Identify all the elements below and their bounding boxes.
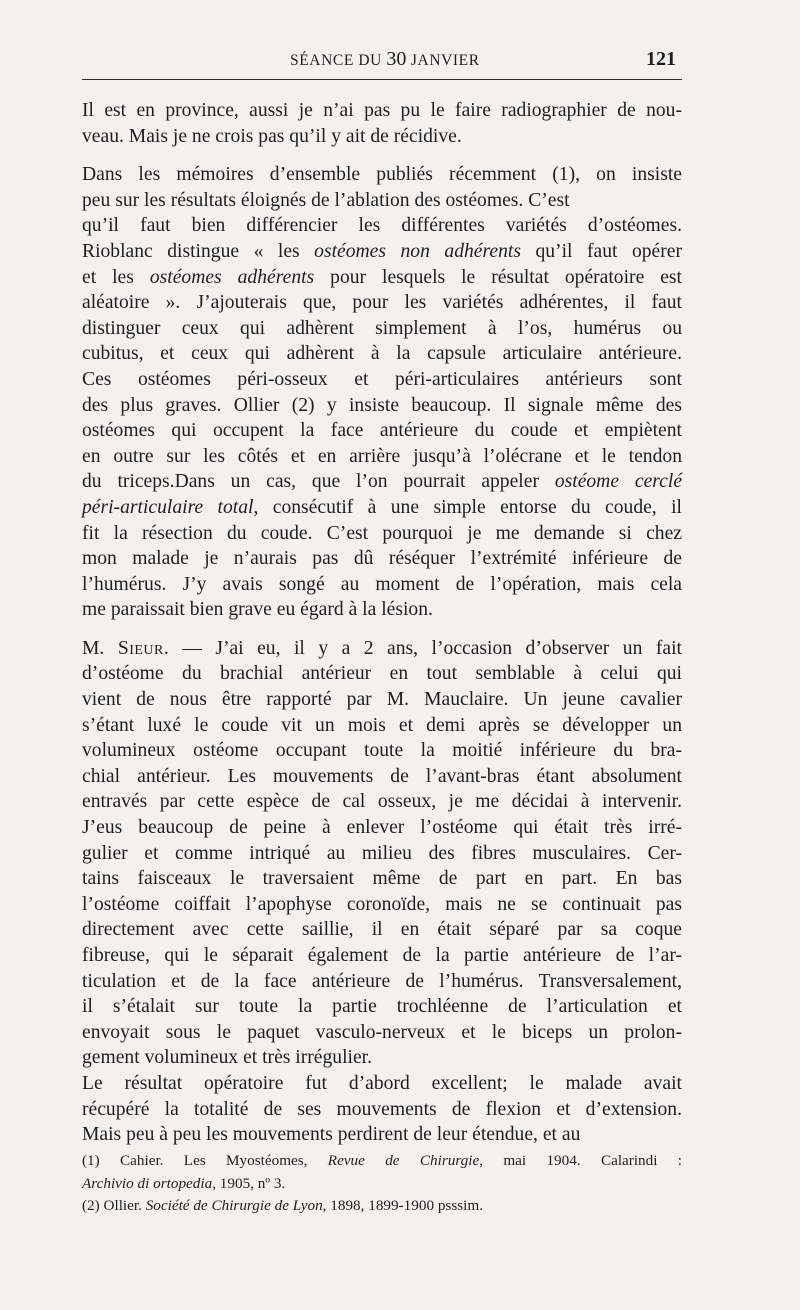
footnote-line: (1) Cahier. Les Myostéomes, Revue de Chirurgie, mai 1904. Calarindi :	[82, 1152, 683, 1169]
running-title-post: JANVIER	[406, 52, 480, 69]
text-line: J’eus beaucoup de peine à enlever l’ostéome qui était très irré-	[82, 817, 682, 839]
paragraph	[82, 636, 682, 1148]
text-line: entravés par cette espèce de cal osseux, je me décidai à intervenir.	[82, 791, 682, 813]
paragraph	[82, 98, 682, 149]
paragraph	[82, 162, 682, 623]
text-line: et les ostéomes adhérents pour lesquels le résultat opératoire est	[82, 266, 682, 288]
text-line: ostéomes qui occupent la face antérieure du coude et empiètent	[82, 420, 682, 442]
footnotes	[82, 1150, 682, 1218]
running-head	[0, 48, 800, 76]
text-line: récupéré la totalité de ses mouvements de flexion et d’extension.	[82, 1098, 682, 1120]
text-line: l’ostéome coiffait l’apophyse coronoïde, mais ne se continuait pas	[82, 893, 682, 915]
text-line: Rioblanc distingue « les ostéomes non adhérents qu’il faut opérer	[82, 240, 682, 262]
header-rule	[82, 79, 682, 80]
text-line: M. Sieur. — J’ai eu, il y a 2 ans, l’occasion d’observer un fait	[82, 637, 682, 659]
body-text	[82, 98, 682, 1148]
text-line: tains faisceaux le traversaient même de part en part. En bas	[82, 868, 682, 890]
running-title-day: 30	[386, 48, 407, 70]
text-line: Le résultat opératoire fut d’abord excellent; le malade avait	[82, 1072, 682, 1094]
text-line: en outre sur les côtés et en arrière jusqu’à l’olécrane et le tendon	[82, 445, 682, 467]
footnote-line: Archivio di ortopedia, 1905, nº 3.	[82, 1174, 286, 1192]
running-title-pre: SÉANCE DU	[290, 52, 387, 69]
text-line: Mais peu à peu les mouvements perdirent de leur étendue, et au	[82, 1124, 581, 1146]
text-line: d’ostéome du brachial antérieur en tout semblable à celui qui	[82, 663, 682, 685]
paragraph-gap	[82, 623, 682, 636]
text-line: mon malade je n’aurais pas dû réséquer l’extrémité inférieure de	[82, 548, 682, 570]
text-line: envoyait sous le paquet vasculo-nerveux et le biceps un prolon-	[82, 1021, 682, 1043]
text-line: volumineux ostéome occupant toute la moitié inférieure du bra-	[82, 740, 682, 762]
text-line: il s’étalait sur toute la partie trochléenne de l’articulation et	[82, 996, 682, 1018]
text-line: directement avec cette saillie, il en était séparé par sa coque	[82, 919, 682, 941]
text-line: veau. Mais je ne crois pas qu’il y ait de récidive.	[82, 125, 462, 147]
text-line: des plus graves. Ollier (2) y insiste beaucoup. Il signale même des	[82, 394, 682, 416]
text-line: aléatoire ». J’ajouterais que, pour les variétés adhérentes, il faut	[82, 292, 682, 314]
text-line: vient de nous être rapporté par M. Mauclaire. Un jeune cavalier	[82, 689, 682, 711]
text-line: me paraissait bien grave eu égard à la lésion.	[82, 599, 433, 621]
text-line: l’humérus. J’y avais songé au moment de l’opération, mais cela	[82, 573, 682, 595]
footnote-line: (2) Ollier. Société de Chirurgie de Lyon, 1898, 1899-1900 psssim.	[82, 1197, 483, 1214]
text-line: cubitus, et ceux qui adhèrent à la capsule articulaire antérieure.	[82, 343, 682, 365]
text-line: gulier et comme intriqué au milieu des fibres musculaires. Cer-	[82, 842, 682, 864]
text-line: du triceps.Dans un cas, que l’on pourrait appeler ostéome cerclé	[82, 471, 683, 493]
text-line: ticulation et de la face antérieure de l’humérus. Transversalement,	[82, 970, 682, 992]
text-line: péri-articulaire total, consécutif à une simple entorse du coude, il	[82, 496, 682, 518]
text-line: distinguer ceux qui adhèrent simplement à l’os, humérus ou	[82, 317, 682, 339]
running-title	[290, 48, 480, 71]
text-line: s’étant luxé le coude vit un mois et demi après se développer un	[82, 714, 682, 736]
text-line: qu’il faut bien différencier les différentes variétés d’ostéomes.	[82, 215, 682, 237]
text-line: fibreuse, qui le séparait également de la partie antérieure de l’ar-	[82, 945, 682, 966]
paragraph-gap	[82, 149, 682, 162]
text-line: Dans les mémoires d’ensemble publiés récemment (1), on insiste	[82, 164, 682, 186]
text-line: Il est en province, aussi je n’ai pas pu le faire radiographier de nou-	[82, 100, 682, 121]
text-line: peu sur les résultats éloignés de l’ablation des ostéomes. C’est	[82, 189, 570, 211]
page-number: 121	[646, 48, 676, 70]
text-line: fit la résection du coude. C’est pourquoi je me demande si chez	[82, 522, 682, 544]
text-line: gement volumineux et très irrégulier.	[82, 1047, 373, 1069]
text-line: chial antérieur. Les mouvements de l’avant-bras étant absolument	[82, 765, 682, 787]
text-line: Ces ostéomes péri-osseux et péri-articulaires antérieurs sont	[82, 368, 682, 390]
